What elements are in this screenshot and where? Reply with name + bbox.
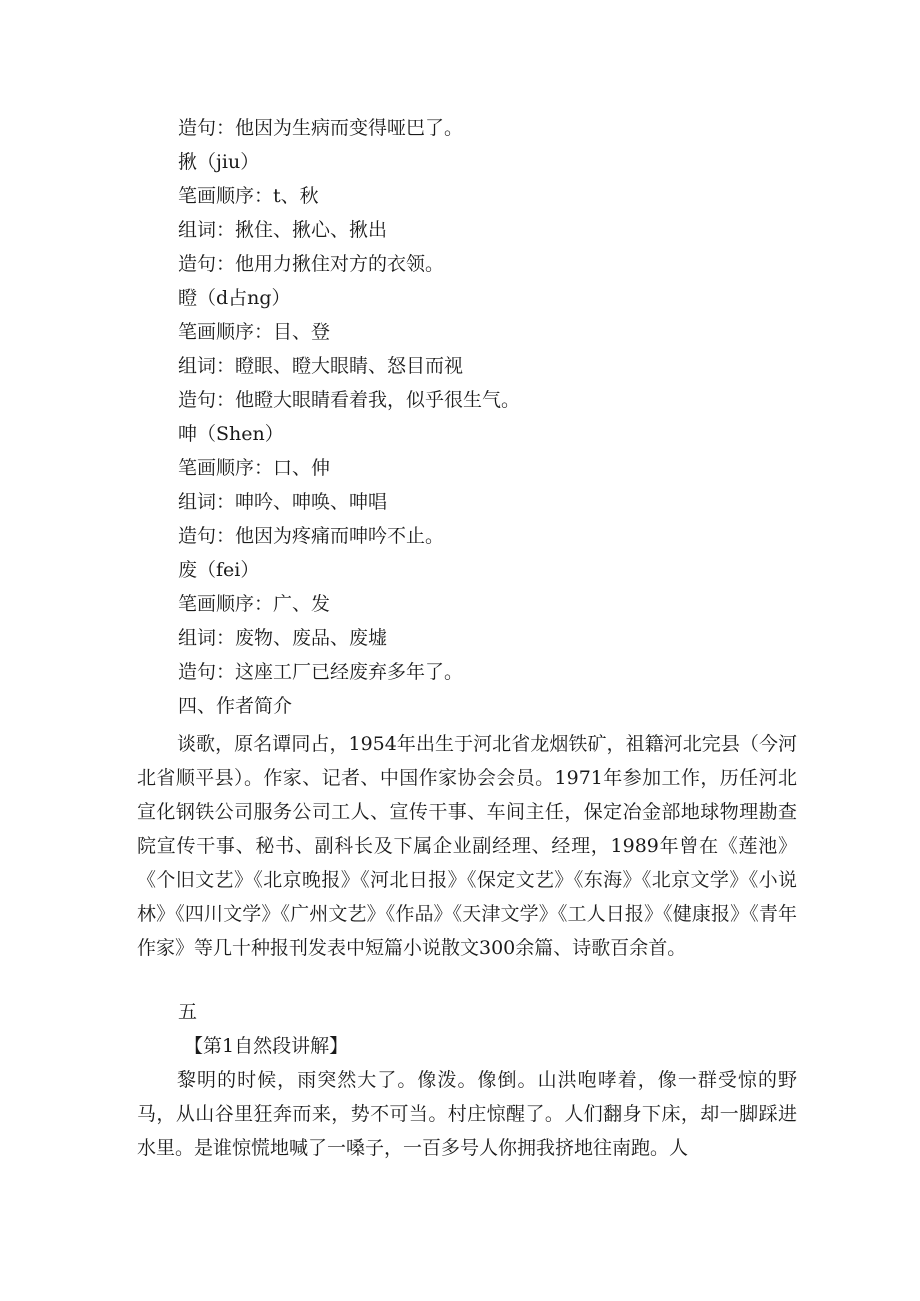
character-heading: 瞪（d占ng） — [178, 287, 291, 309]
sentence-line: 造句：他瞪大眼睛看着我，似乎很生气。 — [178, 389, 521, 411]
stroke-order-line: 笔画顺序：广、发 — [178, 593, 331, 615]
character-heading: 呻（Shen） — [178, 423, 284, 445]
word-group-line: 组词：废物、废品、废墟 — [178, 627, 388, 649]
word-group-line: 组词：瞪眼、瞪大眼睛、怒目而视 — [178, 355, 464, 377]
paragraph-explanation-heading: 【第1自然段讲解】 — [184, 1035, 349, 1057]
character-heading: 揪（jiu） — [178, 151, 260, 173]
sentence-line: 造句：他用力揪住对方的衣领。 — [178, 253, 445, 275]
section-heading-five: 五 — [178, 1001, 198, 1023]
sentence-line: 造句：他因为生病而变得哑巴了。 — [178, 117, 464, 139]
character-heading: 废（fei） — [178, 559, 260, 581]
word-group-line: 组词：呻吟、呻唤、呻唱 — [178, 491, 388, 513]
paragraph-one-text: 黎明的时候，雨突然大了。像泼。像倒。山洪咆哮着，像一群受惊的野马，从山谷里狂奔而来，势不可当。村庄惊醒了。人们翻身下床，却一脚踩进水里。是谁惊慌地喊了一嗓子，一百多号人你拥我挤地往南跑。人 — [137, 1069, 797, 1159]
word-group-line: 组词：揪住、揪心、揪出 — [178, 219, 388, 241]
stroke-order-line: 笔画顺序：目、登 — [178, 321, 331, 343]
stroke-order-line: 笔画顺序：t、秋 — [178, 185, 319, 207]
stroke-order-line: 笔画顺序：口、伸 — [178, 457, 331, 479]
author-bio-paragraph: 谈歌，原名谭同占，1954年出生于河北省龙烟铁矿，祖籍河北完县（今河北省顺平县）。作家、记者、中国作家协会会员。1971年参加工作，历任河北宣化钢铁公司服务公司工人、宣传干事、车间主任，保定冶金部地球物理勘查院宣传干事、秘书、副科长及下属企业副经理、经理，1989年曾在《莲池》《个旧文艺》《北京晚报》《河北日报》《保定文艺》《东海》《北京文学》《小说林》《四川文学》《广州文艺》《作品》《天津文学》《工人日报》《健康报》《青年作家》等几十种报刊发表中短篇小说散文300余篇、诗歌百余首。 — [137, 733, 797, 959]
sentence-line: 造句：这座工厂已经废弃多年了。 — [178, 661, 464, 683]
section-heading-author: 四、作者简介 — [178, 695, 293, 717]
sentence-line: 造句：他因为疼痛而呻吟不止。 — [178, 525, 445, 547]
